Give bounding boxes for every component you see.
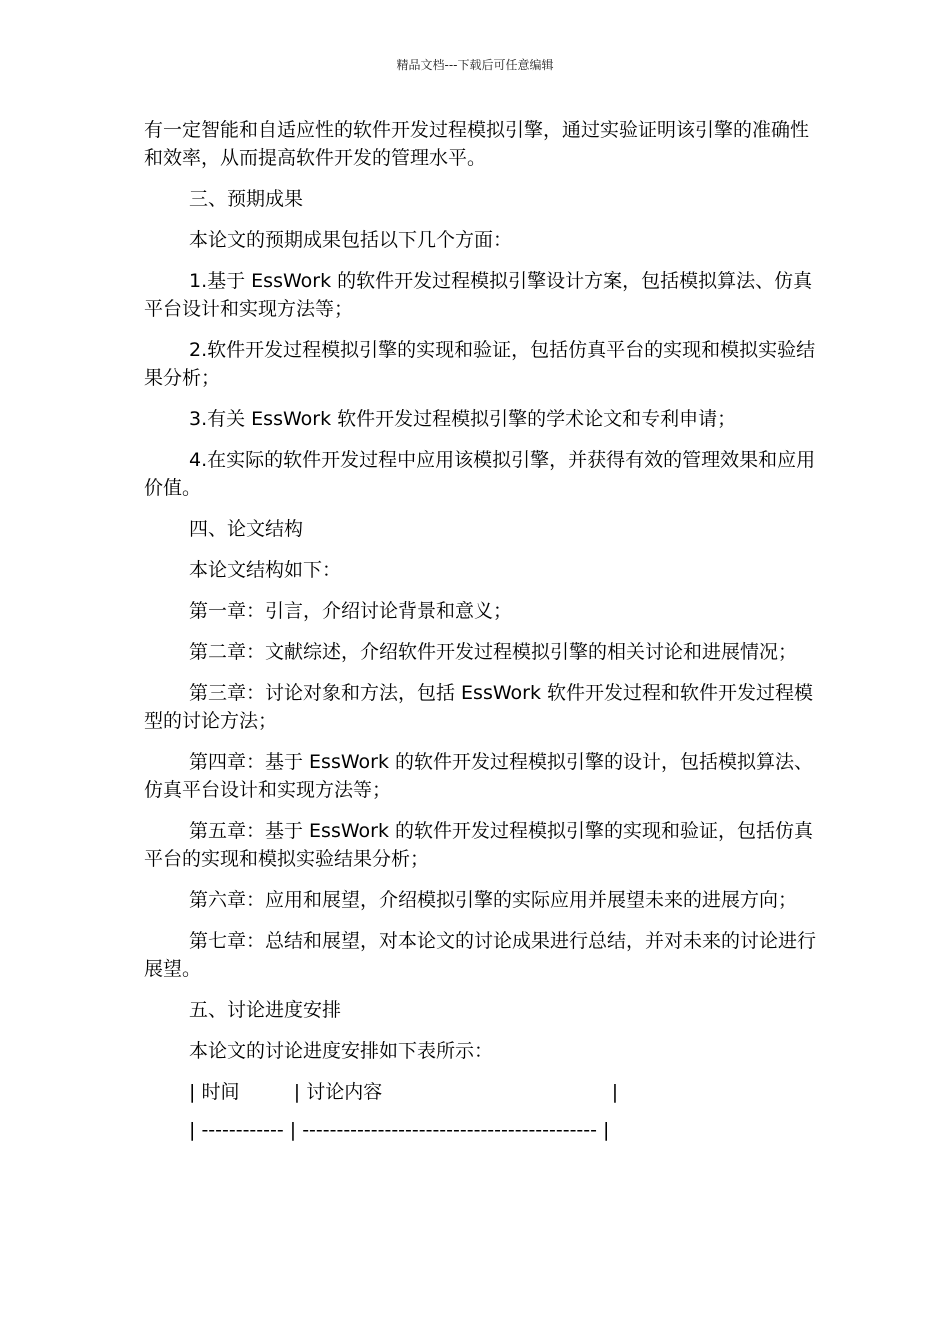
- section-heading-thesis-structure: 四、论文结构: [189, 518, 304, 540]
- paragraph: 本论文的预期成果包括以下几个方面：: [189, 229, 513, 251]
- paragraph: 本论文结构如下：: [189, 559, 342, 581]
- section-heading-schedule: 五、讨论进度安排: [189, 999, 342, 1021]
- chapter-item: 第一章：引言，介绍讨论背景和意义；: [189, 600, 513, 622]
- chapter-item: 第二章：文献综述，介绍软件开发过程模拟引擎的相关讨论和进展情况；: [189, 641, 798, 663]
- chapter-item: 第七章：总结和展望，对本论文的讨论成果进行总结，并对未来的讨论进行展望。: [144, 930, 817, 980]
- chapter-item: 第六章：应用和展望，介绍模拟引擎的实际应用并展望未来的进展方向；: [189, 889, 798, 911]
- page-header: 精品文档---下载后可任意编辑: [396, 58, 554, 72]
- chapter-item: 第四章：基于 EssWork 的软件开发过程模拟引擎的设计，包括模拟算法、仿真平台设计和实现方法等；: [144, 751, 813, 801]
- list-item: 3.有关 EssWork 软件开发过程模拟引擎的学术论文和专利申请；: [189, 408, 737, 430]
- paragraph: 本论文的讨论进度安排如下表所示：: [189, 1040, 494, 1062]
- table-separator-line: | ------------ | ------------------------------------------- |: [189, 1119, 610, 1141]
- list-item: 2.软件开发过程模拟引擎的实现和验证，包括仿真平台的实现和模拟实验结果分析；: [144, 339, 816, 389]
- section-heading-expected-results: 三、预期成果: [189, 188, 304, 210]
- chapter-item: 第三章：讨论对象和方法，包括 EssWork 软件开发过程和软件开发过程模型的讨论方法；: [144, 682, 813, 732]
- list-item: 4.在实际的软件开发过程中应用该模拟引擎，并获得有效的管理效果和应用价值。: [144, 449, 816, 499]
- chapter-item: 第五章：基于 EssWork 的软件开发过程模拟引擎的实现和验证，包括仿真平台的实现和模拟实验结果分析；: [144, 820, 813, 870]
- list-item: 1.基于 EssWork 的软件开发过程模拟引擎设计方案，包括模拟算法、仿真平台设计和实现方法等；: [144, 270, 813, 320]
- document-body: [144, 116, 816, 1154]
- paragraph-continuation: 有一定智能和自适应性的软件开发过程模拟引擎，通过实验证明该引擎的准确性和效率，从而提高软件开发的管理水平。: [144, 119, 810, 169]
- table-header-line: | 时间 | 讨论内容 |: [189, 1081, 619, 1103]
